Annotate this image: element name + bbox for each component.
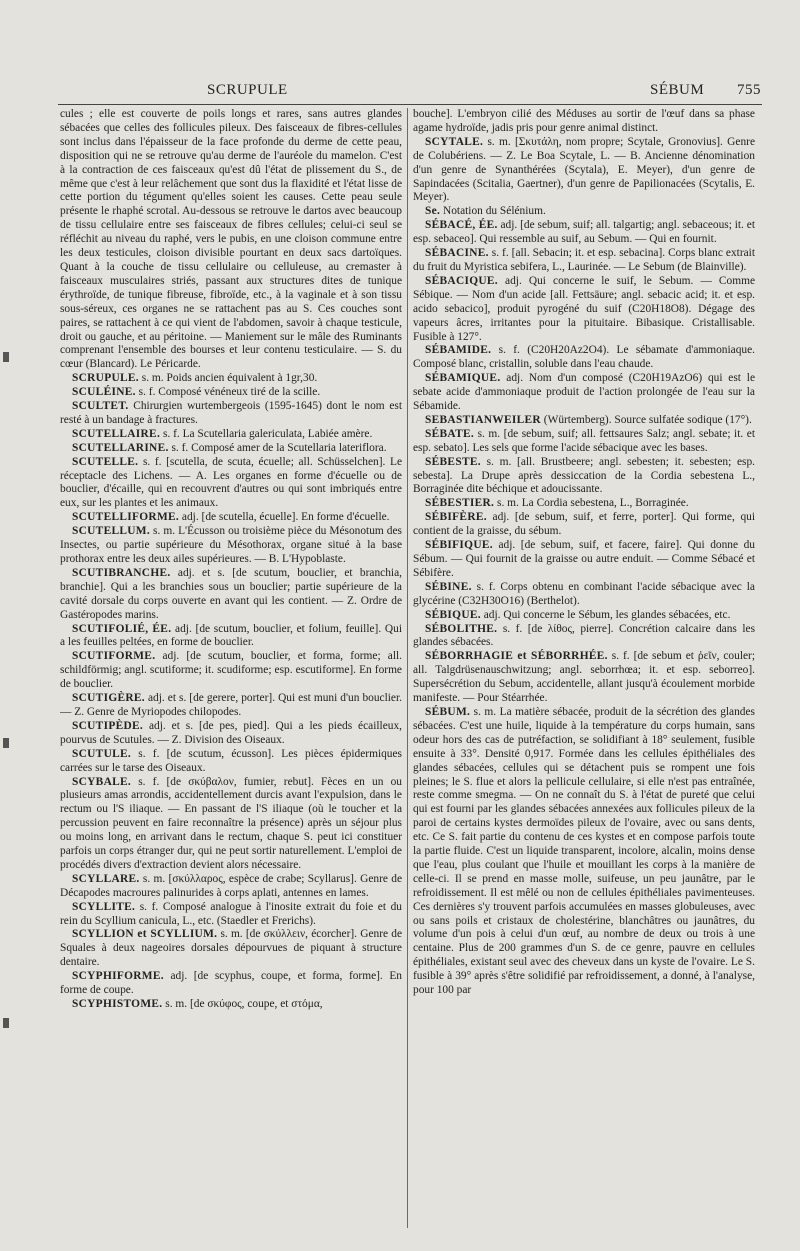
entry-text: s. m. [de σκύλλειν, écorcher]. Genre de Squales à deux nageoires dorsales dépourvues de piquant à structure dentaire.	[60, 928, 402, 969]
entry-headword: SÉBIFÈRE.	[425, 511, 487, 524]
entry-headword: SÉBORRHAGIE et SÉBORRHÉE.	[425, 650, 608, 663]
dictionary-entry	[60, 873, 402, 901]
entry-headword: SCYLLION et SCYLLIUM.	[72, 928, 218, 941]
entry-text: s. m. [de sebum, suif; all. fettsaures Salz; angl. sebate; it. et esp. sebato]. Les sels que forme l'acide sébacique avec les bases.	[413, 427, 755, 454]
dictionary-entry	[60, 386, 402, 400]
entry-text: adj. Qui concerne le Sébum, les glandes sébacées, etc.	[480, 608, 731, 621]
dictionary-entry	[413, 344, 755, 372]
dictionary-entry	[60, 428, 402, 442]
page-edge-mark	[3, 738, 9, 748]
entry-text: s. m. Poids ancien équivalent à 1gr,30.	[138, 372, 318, 385]
dictionary-entry	[413, 581, 755, 609]
entry-text: s. f. [de sebum et ῥεῖν, couler; all. Talgdrüsenauschwitzung; angl. seborrhœa; it. et esp. seborreo]. Supersécrétion du Sebum, accidentelle, allant jusqu'à écoulement morbide manifeste. — Pour Stéarrhée.	[413, 650, 755, 705]
entry-headword: SCYBALE.	[72, 775, 132, 788]
dictionary-entry	[60, 748, 402, 776]
entry-text: adj. [de sebum, suif, et ferre, porter]. Qui forme, qui contient de la graisse, du sébum.	[413, 511, 755, 538]
dictionary-entry	[413, 706, 755, 998]
entry-text: s. f. La Scutellaria galericulata, Labiée amère.	[160, 427, 373, 440]
entry-text: s. m. La matière sébacée, produit de la sécrétion des glandes sébacées. C'est une huile, liquide à la température du corps humain, sans odeur hors des cas de putréfaction, se solidifiant à 18° seulement, fusible ensuite à 33°. Densité 0,917. Formée dans les cellules épithéliales des glandes sébacées, cellules qui se détachent puis se rompent une fois pleines; le S. flue et alors la pellicule cellulaire, si elle n'est pas entraînée, reste comme smegma. — On ne connaît du S. à l'état de pureté que celui qui est fourni par les glandes sébacées annexées aux follicules pileux de la paroi de certains kystes dermoïdes pileux de l'ovaire, avec ou sans dents, etc. Ce S. fait partie du contenu de ces kystes et en compose parfois toute la partie fluide. C'est un liquide transparent, incolore, alcalin, moins dense que l'eau, plus coulant que l'huile et mouillant les corps à la manière de celle-ci. Il se prend en masse molle, suifeuse, un peu jaunâtre, par le refroidissement. Il est mêlé ou non de cellules épithéliales pavimenteuses. Ces dernières s'y trouvent parfois accumulées en masses globuleuses, avec ou sans poils et cristaux de cholestérine, blanchâtres ou jaunâtres, du volume d'un pois à celui d'un œuf, au nombre de deux ou trois à une centaine. Plus de 200 grammes d'un S. de ce genre, pauvre en cellules épithéliales, existant seul avec des cheveux dans un kyste de l'ovaire. Le S. fusible à 39° après s'être solidifié par refroidissement, a donné, à l'analyse, pour 100 par	[413, 705, 755, 997]
dictionary-entry	[413, 428, 755, 456]
dictionary-entry	[60, 511, 402, 525]
dictionary-entry	[413, 205, 755, 219]
entry-headword: SCUTIFOLIÉ, ÉE.	[72, 622, 172, 635]
entry-text: adj. [de sebum, suif; all. talgartig; angl. sebaceous; it. et esp. sebaceo]. Qui ressemble au suif, au Sebum. — Qui en fournit.	[413, 219, 755, 246]
entry-headword: SCYLLITE.	[72, 900, 136, 913]
entry-headword: SCRUPULE.	[72, 372, 139, 385]
entry-headword: SCUTULE.	[72, 747, 132, 760]
entry-text: s. f. [de σκύβαλον, fumier, rebut]. Fèces en un ou plusieurs amas arrondis, accidentellement durcis avant l'expulsion, dans le rectum ou l'S iliaque. — En passant de l'S iliaque (où le toucher et la percussion peuvent en faire reconnaître la présence) après un séjour plus ou moins long, en arrivant dans le rectum, chaque S. peut ici constituer parfois un corps étranger dur, qui ne peut sortir naturellement. L'emploi de procédés divers d'extraction devient alors nécessaire.	[60, 775, 402, 871]
dictionary-entry	[60, 442, 402, 456]
entry-text: Notation du Sélénium.	[440, 205, 546, 218]
dictionary-entry	[60, 998, 402, 1012]
dictionary-entry	[60, 108, 402, 372]
entry-headword: SÉBESTE.	[425, 455, 481, 468]
entry-headword: SCUTIBRANCHE.	[72, 566, 171, 579]
entry-text: s. f. [de scutum, écusson]. Les pièces épidermiques carrées sur le tarse des Oiseaux.	[60, 747, 402, 774]
entry-text: (Würtemberg). Source sulfatée sodique (17°).	[540, 413, 752, 426]
entry-text: adj. et s. [de gerere, porter]. Qui est muni d'un bouclier. — Z. Genre de Myriopodes chilopodes.	[60, 692, 402, 718]
entry-headword: SÉBESTIER.	[425, 497, 495, 510]
entry-text: Chirurgien wurtembergeois (1595-1645) dont le nom est resté à un bandage à fractures.	[60, 400, 402, 426]
dictionary-entry	[60, 456, 402, 512]
entry-headword: SEBASTIANWEILER	[425, 413, 541, 426]
entry-text: s. f. Composé amer de la Scutellaria lateriflora.	[168, 441, 387, 454]
dictionary-entry	[413, 623, 755, 651]
dictionary-entry	[60, 901, 402, 929]
left-column	[60, 108, 402, 1238]
header-right-word: SÉBUM	[650, 82, 705, 98]
entry-headword: SCUTELLAIRE.	[72, 427, 161, 440]
entry-text: s. m. [de σκύφος, coupe, et στόμα,	[162, 998, 323, 1010]
dictionary-entry	[413, 650, 755, 706]
entry-text: s. f. [all. Sebacin; it. et esp. sebacina]. Corps blanc extrait du fruit du Myristica sebifera, L., Laurinée. — Le Sebum (de Blainville).	[413, 247, 755, 273]
entry-text: s. m. [all. Brustbeere; angl. sebesten; it. sebesten; esp. sebesta]. La Drupe après dessiccation de la Cordia sebestena L., Borraginée dite béchique et adoucissante.	[413, 455, 755, 496]
entry-text: adj. [de scutum, bouclier, et forma, forme; all. schildförmig; angl. scutiforme; it. scudiforme; esp. escutiforme]. En forme de bouclier.	[60, 650, 402, 691]
entry-headword: SCYPHIFORME.	[72, 970, 164, 983]
dictionary-entry	[60, 928, 402, 970]
dictionary-entry	[413, 247, 755, 275]
dictionary-entry	[60, 525, 402, 567]
entry-headword: SÉBINE.	[425, 580, 472, 593]
entry-text: s. f. Composé analogue à l'inosite extrait du foie et du rein du Scyllium canicula, L., etc. (Staedler et Frerichs).	[60, 900, 402, 927]
dictionary-entry	[413, 414, 755, 428]
entry-headword: SCYPHISTOME.	[72, 998, 163, 1010]
entry-headword: SÉBAMIQUE.	[425, 372, 501, 385]
entry-text: adj. et s. [de pes, pied]. Qui a les pieds écailleux, pourvus de Scutules. — Z. Division des Oiseaux.	[60, 719, 402, 746]
entry-text: s. m. L'Écusson ou troisième pièce du Mésonotum des Insectes, ou partie supérieure du Mésothorax, organe situé à la base prothorax entre les deux ailes supérieures. — B. L'Hypoblaste.	[60, 525, 402, 565]
entry-text: s. f. Composé vénéneux tiré de la scille.	[135, 386, 321, 399]
entry-headword: SCUTELLARINE.	[72, 441, 169, 454]
header-left-word: SCRUPULE	[207, 82, 288, 98]
entry-headword: SÉBAMIDE.	[425, 344, 492, 357]
entry-text: s. m. [Σκυτάλη, nom propre; Scytale, Gronovius]. Genre de Colubériens. — Z. Le Boa Scytale, L. — B. Ancienne dénomination d'un genre de Synanthérées (Scytala), E. Meyer), d'un genre de Sapindacées (Scitalia, Gaertner), d'un genre de Papilionacées (Scytalis, E. Meyer).	[413, 135, 755, 204]
entry-text: adj. [de scutella, écuelle]. En forme d'écuelle.	[179, 511, 390, 524]
entry-text: adj. [de scutum, bouclier, et folium, feuille]. Qui a les feuilles peltées, en forme de bouclier.	[60, 622, 402, 649]
page-edge-mark	[3, 352, 9, 362]
running-header	[0, 82, 800, 102]
entry-text: s. f. Corps obtenu en combinant l'acide sébacique avec la glycérine (C32H30O16) (Berthelot).	[413, 580, 755, 607]
entry-headword: SCULÉINE.	[72, 386, 136, 399]
dictionary-entry	[413, 219, 755, 247]
entry-text: adj. [de scyphus, coupe, et forma, forme]. En forme de coupe.	[60, 970, 402, 997]
dictionary-entry	[413, 136, 755, 206]
entry-headword: SCUTIFORME.	[72, 650, 156, 663]
header-rule	[58, 104, 762, 105]
dictionary-entry	[413, 275, 755, 345]
dictionary-entry	[60, 650, 402, 692]
entry-headword: SCYTALE.	[425, 135, 484, 148]
dictionary-entry	[413, 497, 755, 511]
entry-headword: SÉBACINE.	[425, 247, 489, 260]
entry-text: s. m. [σκύλλαρος, espèce de crabe; Scyllarus]. Genre de Décapodes macroures palinurides à corps aplati, antennes en lames.	[60, 872, 402, 899]
dictionary-entry	[60, 970, 402, 998]
entry-headword: SÉBACÉ, ÉE.	[425, 219, 498, 232]
entry-text: s. f. [de λίθος, pierre]. Concrétion calcaire dans les glandes sébacées.	[413, 622, 755, 649]
entry-headword: SCUTIGÈRE.	[72, 692, 145, 705]
dictionary-entry	[413, 456, 755, 498]
entry-text: s. m. La Cordia sebestena, L., Borraginée.	[494, 497, 689, 510]
entry-text: cules ; elle est couverte de poils longs et rares, sans autres glandes sébacées que celles des follicules pileux. Des faisceaux de fibres-cellules sont inclus dans l'épaisseur de la face profonde du derme de cette peau, disposition qui ne se retrouve qu'au derme de l'auréole du mamelon. C'est à la contraction de ces faisceaux qu'est dû l'état de plissement du S., de même que c'est à leur relâchement que sont dus la flaxidité et l'état lisse de cette portion du tégument qu'elles soient les causes. Cette peau seule présente le rhaphé scrotal. Au-dessous se retrouve le dartos avec beaucoup de tissu cellulaire entre ses faisceaux de fibres cellules; celui-ci seul se réfléchit au niveau du raphé, vers le pubis, en une cloison commune entre les deux testicules, cloison divisible pourtant en deux sacs dartoïques. Quant à la couche de tissu cellulaire ou celluleuse, au cremaster à faisceaux musculaires striés, passant aux structures dites de tunique érythroïde, de tunique fibreuse, fibroïde, etc., à la vaginale et à son tissu sous-séreux, ces organes ne se rattachent pas au S. Ces couches sont paires, se rattachent à ce qui vient de l'abdomen, savoir à chaque testicule, droit ou gauche, et au péritoine. — Maniement sur le mâle des Ruminants comprenant l'ensemble des bourses et leur contenu testiculaire. — S. du cœur (Blancard). Le Péricarde.	[60, 108, 402, 371]
entry-headword: SÉBATE.	[425, 427, 475, 440]
entry-text: s. f. (C20H20Az2O4). Le sébamate d'ammoniaque. Composé blanc, cristallin, soluble dans l'eau chaude.	[413, 344, 755, 371]
dictionary-entry	[413, 372, 755, 414]
entry-text: adj. [de sebum, suif, et facere, faire]. Qui donne du Sébum. — Qui fournit de la graisse ou autre enduit. — Comme Sébacé et Sébifère.	[413, 539, 755, 579]
column-divider	[407, 108, 408, 1228]
entry-headword: SÉBIFIQUE.	[425, 539, 493, 552]
dictionary-entry	[60, 372, 402, 386]
entry-headword: SÉBOLITHE.	[425, 622, 498, 635]
entry-headword: SÉBUM.	[425, 705, 471, 718]
entry-headword: SÉBIQUE.	[425, 608, 481, 621]
entry-text: bouche]. L'embryon cilié des Méduses au sortir de l'œuf dans sa phase agame hydroïde, jadis pris pour genre animal distinct.	[413, 108, 755, 134]
dictionary-entry	[413, 108, 755, 136]
entry-headword: SCULTET.	[72, 400, 129, 413]
dictionary-entry	[413, 609, 755, 623]
entry-headword: SÉBACIQUE.	[425, 274, 498, 287]
dictionary-entry	[60, 720, 402, 748]
entry-text: adj. Qui concerne le suif, le Sebum. — Comme Sébique. — Nom d'un acide [all. Fettsäure; angl. sebacic acid; it. et esp. acido sebacico], produit pyrogéné du suif (C20H18O8). Dégage des vapeurs âcres, irritantes pour la pituitaire. Bibasique. Cristallisable. Fusible à 127°.	[413, 274, 755, 343]
entry-text: adj. Nom d'un composé (C20H19AzO6) qui est le sebate acide d'ammoniaque produit de l'action prolongée de l'eau sur la Sébamide.	[413, 372, 755, 413]
entry-headword: SCUTELLUM.	[72, 525, 151, 538]
dictionary-entry	[60, 400, 402, 428]
dictionary-entry	[60, 567, 402, 623]
entry-headword: Se.	[425, 205, 441, 218]
entry-headword: SCYLLARE.	[72, 872, 140, 885]
entry-headword: SCUTIPÈDE.	[72, 719, 144, 732]
entry-headword: SCUTELLE.	[72, 455, 139, 468]
dictionary-entry	[413, 539, 755, 581]
dictionary-entry	[413, 511, 755, 539]
page-number: 755	[737, 82, 761, 98]
dictionary-entry	[60, 692, 402, 720]
dictionary-entry	[60, 776, 402, 873]
page-edge-mark	[3, 1018, 9, 1028]
dictionary-entry	[60, 623, 402, 651]
entry-headword: SCUTELLIFORME.	[72, 511, 180, 524]
right-column	[413, 108, 755, 1238]
entry-text: s. f. [scutella, de scuta, écuelle; all. Schüsselchen]. Le réceptacle des Lichens. — A. Les organes en forme d'écuelle ou de bouclier, d'écaille, qui en recouvrent d'autres ou qui sont imbriqués entre eux, sur les plantes et les animaux.	[60, 455, 402, 510]
entry-text: adj. et s. [de scutum, bouclier, et branchia, branchie]. Qui a les branchies sous un bouclier; partie supérieure de la cavité dorsale du corps ouverte en avant qui les contient. — Z. Ordre de Gastéropodes marins.	[60, 566, 402, 621]
